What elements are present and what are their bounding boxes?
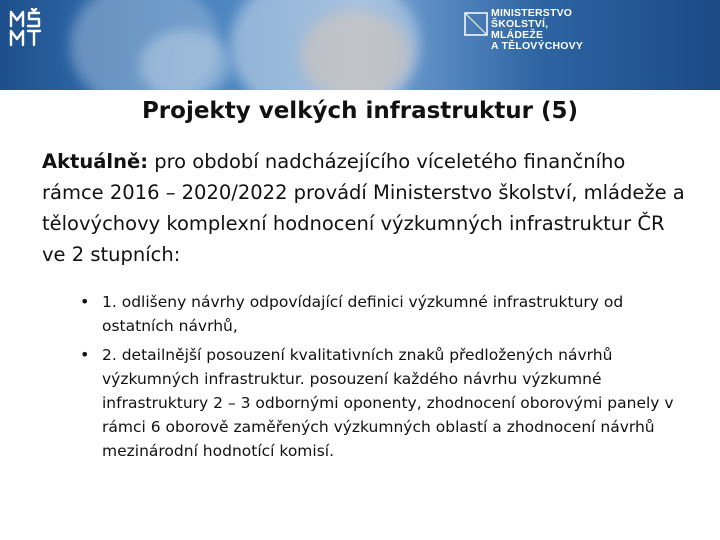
list-item-text: 2. detailnější posouzení kvalitativních znaků předložených návrhů výzkumných infrastruktur. posouzení každého návrhu výzkumné infrastruktury 2 – 3 odbornými oponenty, zhodnocení oborovými panely v rámci 6 oborově zaměřených výzkumných oblastí a zhodnocení návrhů mezinárodní hodnotící komisí. [102,346,674,460]
banner-photo-shape [300,10,410,90]
intro-lead: Aktuálně: [42,150,149,173]
list-item [78,290,678,338]
ministry-name [491,8,583,52]
intro-paragraph [42,146,692,270]
ministry-name-line: ŠKOLSTVÍ, [491,18,549,30]
ministry-name-line: A TĚLOVÝCHOVY [491,40,584,52]
list-item-text: 1. odlišeny návrhy odpovídající definici výzkumné infrastruktury od ostatních návrhů, [102,293,624,335]
header-banner [0,0,720,90]
bullet-icon: • [80,292,90,311]
ministry-name-line: MLÁDEŽE [491,29,544,41]
bullet-list [78,290,678,468]
ministry-name-line: MINISTERSTVO [491,7,573,19]
intro-text: pro období nadcházejícího víceletého finančního rámce 2016 – 2020/2022 provádí Ministerstvo školství, mládeže a tělovýchovy komplexní hodnocení výzkumných infrastruktur ČR ve 2 stupních: [42,150,685,266]
ministry-emblem-icon [462,10,492,38]
msmt-logo [8,8,60,48]
slide-title: Projekty velkých infrastruktur (5) [141,98,579,124]
bullet-icon: • [80,345,90,364]
list-item [78,343,678,463]
